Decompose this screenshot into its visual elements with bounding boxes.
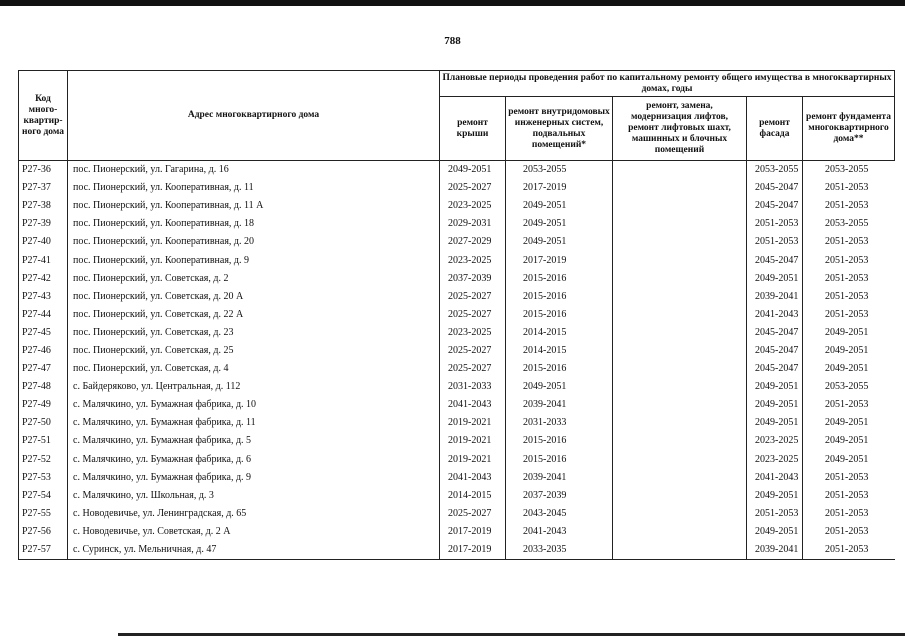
top-border-bar (0, 0, 905, 6)
row-code: Р27-50 (19, 414, 68, 432)
table-row (19, 523, 895, 541)
row-engineering-years: 2015-2016 (506, 306, 613, 324)
row-engineering-years: 2041-2043 (506, 523, 613, 541)
row-lift-years (613, 432, 747, 450)
row-code: Р27-47 (19, 360, 68, 378)
row-engineering-years: 2049-2051 (506, 215, 613, 233)
row-roof-years: 2019-2021 (440, 451, 506, 469)
row-lift-years (613, 378, 747, 396)
row-foundation-years: 2049-2051 (825, 344, 869, 356)
row-facade-years: 2045-2047 (747, 360, 803, 378)
header-group: Плановые периоды проведения работ по капитальному ремонту общего имущества в многоквартирных домах, годы (440, 71, 895, 97)
row-foundation-years: 2049-2051 (825, 453, 869, 465)
row-foundation-years: 2049-2051 (825, 435, 869, 447)
row-address: с. Малячкино, ул. Школьная, д. 3 (68, 487, 440, 505)
row-engineering-years: 2014-2015 (506, 342, 613, 360)
row-foundation-years: 2051-2053 (825, 290, 869, 302)
row-foundation-years: 2051-2053 (803, 541, 895, 560)
row-lift-years (613, 414, 747, 432)
table-row (19, 161, 895, 180)
row-facade-years: 2045-2047 (747, 179, 803, 197)
row-foundation-years: 2051-2053 (825, 489, 869, 501)
row-facade-years: 2049-2051 (747, 378, 803, 396)
table-row (19, 414, 895, 432)
row-facade-years: 2049-2051 (747, 487, 803, 505)
row-foundation-years: 2051-2053 (825, 272, 869, 284)
row-address: пос. Пионерский, ул. Советская, д. 20 А (68, 288, 440, 306)
table-row (19, 342, 895, 360)
row-lift-years (613, 288, 747, 306)
row-facade-years: 2039-2041 (747, 541, 803, 560)
row-lift-years (613, 324, 747, 342)
row-foundation-years: 2051-2053 (825, 200, 869, 212)
row-engineering-years: 2039-2041 (506, 469, 613, 487)
row-lift-years (613, 541, 747, 560)
row-engineering-years: 2033-2035 (506, 541, 613, 560)
header-facade: ремонт фасада (747, 97, 803, 161)
row-roof-years: 2031-2033 (440, 378, 506, 396)
row-facade-years: 2045-2047 (747, 251, 803, 269)
row-lift-years (613, 469, 747, 487)
row-lift-years (613, 270, 747, 288)
row-facade-years: 2023-2025 (747, 451, 803, 469)
table-row (19, 469, 895, 487)
row-address: с. Новодевичье, ул. Ленинградская, д. 65 (68, 505, 440, 523)
table-row (19, 360, 895, 378)
row-foundation-years: 2049-2051 (825, 363, 869, 375)
row-roof-years: 2025-2027 (440, 288, 506, 306)
row-roof-years: 2023-2025 (440, 197, 506, 215)
row-code: Р27-43 (19, 288, 68, 306)
row-engineering-years: 2017-2019 (506, 251, 613, 269)
row-foundation-years: 2051-2053 (825, 182, 869, 194)
page-number: 788 (444, 35, 461, 47)
row-engineering-years: 2015-2016 (506, 288, 613, 306)
row-roof-years: 2019-2021 (440, 414, 506, 432)
row-lift-years (613, 396, 747, 414)
header-lift: ремонт, замена, модернизация лифтов, ремонт лифтовых шахт, машинных и блочных помещений (613, 97, 747, 161)
row-address: пос. Пионерский, ул. Кооперативная, д. 9 (68, 251, 440, 269)
row-roof-years: 2027-2029 (440, 233, 506, 251)
row-foundation-years: 2051-2053 (825, 525, 869, 537)
table-row (19, 451, 895, 469)
table-row (19, 378, 895, 396)
row-roof-years: 2041-2043 (440, 469, 506, 487)
row-code: Р27-45 (19, 324, 68, 342)
row-facade-years: 2051-2053 (747, 215, 803, 233)
row-roof-years: 2029-2031 (440, 215, 506, 233)
row-lift-years (613, 233, 747, 251)
table-row (19, 197, 895, 215)
row-roof-years: 2017-2019 (440, 541, 506, 560)
row-engineering-years: 2014-2015 (506, 324, 613, 342)
row-facade-years: 2049-2051 (747, 523, 803, 541)
row-code: Р27-46 (19, 342, 68, 360)
row-facade-years: 2039-2041 (747, 288, 803, 306)
table-row (19, 306, 895, 324)
row-address: пос. Пионерский, ул. Кооперативная, д. 18 (68, 215, 440, 233)
header-foundation: ремонт фундамента многоквартирного дома** (803, 97, 895, 161)
row-engineering-years: 2015-2016 (506, 270, 613, 288)
table-row (19, 324, 895, 342)
row-roof-years: 2025-2027 (440, 342, 506, 360)
row-foundation-years: 2049-2051 (825, 326, 869, 338)
row-code: Р27-52 (19, 451, 68, 469)
row-lift-years (613, 360, 747, 378)
row-lift-years (613, 451, 747, 469)
row-lift-years (613, 306, 747, 324)
row-address: пос. Пионерский, ул. Гагарина, д. 16 (68, 161, 440, 180)
row-facade-years: 2045-2047 (747, 197, 803, 215)
row-lift-years (613, 251, 747, 269)
row-code: Р27-56 (19, 523, 68, 541)
row-code: Р27-39 (19, 215, 68, 233)
row-roof-years: 2037-2039 (440, 270, 506, 288)
row-foundation-years: 2051-2053 (825, 254, 869, 266)
row-address: с. Малячкино, ул. Бумажная фабрика, д. 5 (68, 432, 440, 450)
table-row (19, 179, 895, 197)
row-roof-years: 2023-2025 (440, 324, 506, 342)
table-row (19, 233, 895, 251)
row-address: пос. Пионерский, ул. Кооперативная, д. 11 (68, 179, 440, 197)
row-lift-years (613, 342, 747, 360)
row-engineering-years: 2031-2033 (506, 414, 613, 432)
row-engineering-years: 2037-2039 (506, 487, 613, 505)
row-address: пос. Пионерский, ул. Кооперативная, д. 20 (68, 233, 440, 251)
row-code: Р27-48 (19, 378, 68, 396)
row-foundation-years: 2051-2053 (825, 308, 869, 320)
row-engineering-years: 2043-2045 (506, 505, 613, 523)
row-roof-years: 2023-2025 (440, 251, 506, 269)
row-code: Р27-55 (19, 505, 68, 523)
row-engineering-years: 2053-2055 (506, 161, 613, 180)
row-address: с. Байдеряково, ул. Центральная, д. 112 (68, 378, 440, 396)
table-row (19, 432, 895, 450)
row-foundation-years: 2051-2053 (825, 399, 869, 411)
row-foundation-years: 2051-2053 (825, 471, 869, 483)
table-row (19, 487, 895, 505)
row-foundation-years: 2051-2053 (825, 507, 869, 519)
table-row (19, 215, 895, 233)
row-facade-years: 2051-2053 (747, 233, 803, 251)
row-roof-years: 2025-2027 (440, 306, 506, 324)
row-foundation-years: 2053-2055 (825, 381, 869, 393)
row-code: Р27-49 (19, 396, 68, 414)
row-lift-years (613, 179, 747, 197)
row-address: пос. Пионерский, ул. Советская, д. 2 (68, 270, 440, 288)
row-code: Р27-42 (19, 270, 68, 288)
row-engineering-years: 2049-2051 (506, 378, 613, 396)
row-foundation-years: 2051-2053 (825, 236, 869, 248)
table-row (19, 541, 895, 560)
row-facade-years: 2051-2053 (747, 505, 803, 523)
row-roof-years: 2049-2051 (440, 161, 506, 180)
row-address: пос. Пионерский, ул. Советская, д. 23 (68, 324, 440, 342)
row-address: с. Новодевичье, ул. Советская, д. 2 А (68, 523, 440, 541)
header-address: Адрес многоквартирного дома (68, 71, 440, 161)
row-code: Р27-54 (19, 487, 68, 505)
table-row (19, 396, 895, 414)
row-address: пос. Пионерский, ул. Советская, д. 25 (68, 342, 440, 360)
row-code: Р27-53 (19, 469, 68, 487)
row-code: Р27-44 (19, 306, 68, 324)
row-roof-years: 2017-2019 (440, 523, 506, 541)
row-address: с. Малячкино, ул. Бумажная фабрика, д. 10 (68, 396, 440, 414)
row-code: Р27-40 (19, 233, 68, 251)
row-address: с. Малячкино, ул. Бумажная фабрика, д. 9 (68, 469, 440, 487)
row-lift-years (613, 215, 747, 233)
row-address: с. Суринск, ул. Мельничная, д. 47 (68, 541, 440, 560)
table-row (19, 288, 895, 306)
row-roof-years: 2019-2021 (440, 432, 506, 450)
row-lift-years (613, 197, 747, 215)
row-code: Р27-57 (19, 541, 68, 560)
row-facade-years: 2049-2051 (747, 414, 803, 432)
row-facade-years: 2041-2043 (747, 306, 803, 324)
table-row (19, 505, 895, 523)
row-roof-years: 2025-2027 (440, 360, 506, 378)
row-facade-years: 2049-2051 (747, 396, 803, 414)
row-code: Р27-36 (19, 161, 68, 180)
row-engineering-years: 2017-2019 (506, 179, 613, 197)
row-lift-years (613, 487, 747, 505)
row-engineering-years: 2015-2016 (506, 360, 613, 378)
row-address: пос. Пионерский, ул. Кооперативная, д. 11 А (68, 197, 440, 215)
row-engineering-years: 2015-2016 (506, 451, 613, 469)
row-engineering-years: 2049-2051 (506, 197, 613, 215)
row-lift-years (613, 161, 747, 180)
row-roof-years: 2025-2027 (440, 505, 506, 523)
row-facade-years: 2045-2047 (747, 342, 803, 360)
header-roof: ремонт крыши (440, 97, 506, 161)
row-foundation-years: 2053-2055 (825, 218, 869, 230)
row-code: Р27-41 (19, 251, 68, 269)
row-lift-years (613, 505, 747, 523)
row-engineering-years: 2015-2016 (506, 432, 613, 450)
header-code: Код много-квартир-ного дома (19, 71, 68, 161)
row-code: Р27-38 (19, 197, 68, 215)
row-engineering-years: 2049-2051 (506, 233, 613, 251)
row-address: с. Малячкино, ул. Бумажная фабрика, д. 11 (68, 414, 440, 432)
row-facade-years: 2053-2055 (747, 161, 803, 180)
header-engineering: ремонт внутридомовых инженерных систем, подвальных помещений* (506, 97, 613, 161)
row-foundation-years: 2049-2051 (825, 417, 869, 429)
row-roof-years: 2041-2043 (440, 396, 506, 414)
repair-schedule-table (18, 70, 895, 560)
row-facade-years: 2041-2043 (747, 469, 803, 487)
table-body (19, 161, 895, 560)
row-address: пос. Пионерский, ул. Советская, д. 22 А (68, 306, 440, 324)
row-code: Р27-37 (19, 179, 68, 197)
row-roof-years: 2014-2015 (440, 487, 506, 505)
row-lift-years (613, 523, 747, 541)
row-roof-years: 2025-2027 (440, 179, 506, 197)
bottom-border-bar (118, 633, 905, 636)
table-row (19, 251, 895, 269)
row-foundation-years: 2053-2055 (825, 164, 869, 176)
row-facade-years: 2049-2051 (747, 270, 803, 288)
row-address: пос. Пионерский, ул. Советская, д. 4 (68, 360, 440, 378)
row-address: с. Малячкино, ул. Бумажная фабрика, д. 6 (68, 451, 440, 469)
row-facade-years: 2045-2047 (747, 324, 803, 342)
table-row (19, 270, 895, 288)
row-code: Р27-51 (19, 432, 68, 450)
row-engineering-years: 2039-2041 (506, 396, 613, 414)
row-facade-years: 2023-2025 (747, 432, 803, 450)
